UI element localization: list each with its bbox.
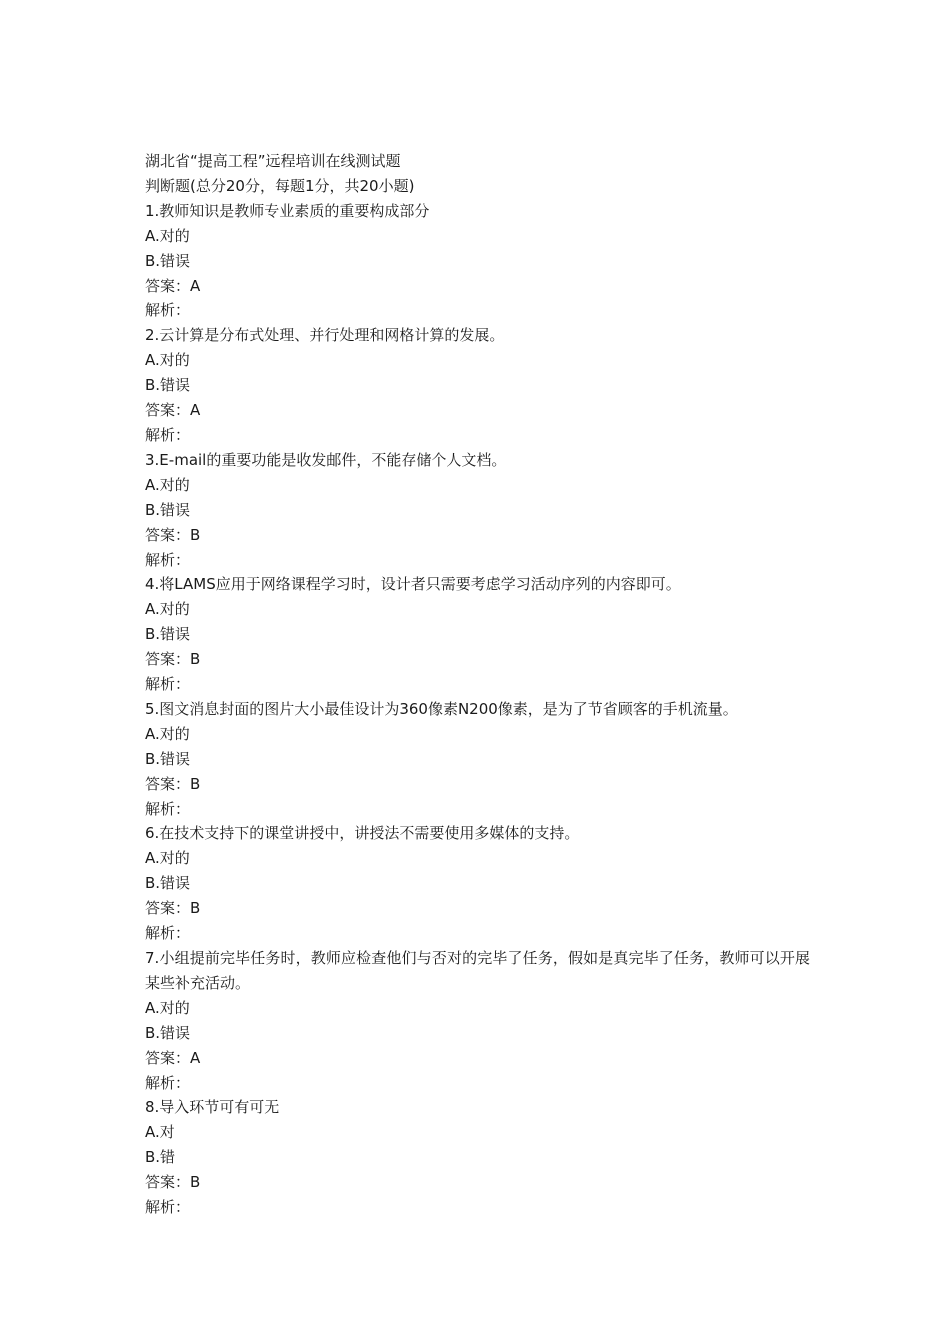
- option-a: A.对的: [145, 351, 190, 370]
- analysis: 解析：: [145, 1198, 191, 1217]
- option-a: A.对的: [145, 600, 190, 619]
- answer: 答案：A: [145, 1048, 201, 1067]
- question-text: 5.图文消息封面的图片大小最佳设计为360像素N200像素，是为了节省顾客的手机流量。: [145, 699, 738, 718]
- option-b: B.错误: [145, 500, 191, 519]
- option-a: A.对的: [145, 226, 190, 245]
- question-6: [145, 821, 810, 946]
- question-4: [145, 572, 810, 697]
- answer: 答案：A: [145, 401, 201, 420]
- option-b: B.错误: [145, 874, 191, 893]
- answer: 答案：B: [145, 1173, 201, 1192]
- analysis: 解析：: [145, 924, 191, 943]
- analysis: 解析：: [145, 1073, 191, 1092]
- answer: 答案：B: [145, 650, 201, 669]
- option-a: A.对的: [145, 849, 190, 868]
- option-a: A.对的: [145, 724, 190, 743]
- question-5: [145, 697, 810, 822]
- question-text: 3.E-mail的重要功能是收发邮件，不能存储个人文档。: [145, 450, 507, 469]
- answer: 答案：A: [145, 276, 201, 295]
- answer: 答案：B: [145, 899, 201, 918]
- option-b: B.错误: [145, 376, 191, 395]
- analysis: 解析：: [145, 550, 191, 569]
- document-body: [145, 149, 810, 1220]
- question-2: [145, 323, 810, 448]
- option-b: B.错: [145, 1148, 176, 1167]
- document-title: 湖北省“提高工程”远程培训在线测试题: [145, 152, 401, 170]
- analysis: 解析：: [145, 799, 191, 818]
- question-text: 1.教师知识是教师专业素质的重要构成部分: [145, 201, 430, 220]
- answer: 答案：B: [145, 525, 201, 544]
- question-3: [145, 448, 810, 573]
- option-b: B.错误: [145, 749, 191, 768]
- answer: 答案：B: [145, 774, 201, 793]
- question-text: 6.在技术支持下的课堂讲授中，讲授法不需要使用多媒体的支持。: [145, 824, 580, 843]
- option-b: B.错误: [145, 625, 191, 644]
- option-b: B.错误: [145, 251, 191, 270]
- question-text: 2.云计算是分布式处理、并行处理和网格计算的发展。: [145, 326, 505, 345]
- question-text: 8.导入环节可有可无: [145, 1098, 280, 1117]
- question-text: 4.将LAMS应用于网络课程学习时，设计者只需要考虑学习活动序列的内容即可。: [145, 575, 681, 594]
- analysis: 解析：: [145, 675, 191, 694]
- option-a: A.对的: [145, 998, 190, 1017]
- option-a: A.对的: [145, 475, 190, 494]
- question-8: [145, 1095, 810, 1220]
- option-b: B.错误: [145, 1023, 191, 1042]
- question-1: [145, 199, 810, 324]
- analysis: 解析：: [145, 425, 191, 444]
- question-text: 7.小组提前完毕任务时，教师应检查他们与否对的完毕了任务，假如是真完毕了任务，教师可以开展某些补充活动。: [145, 949, 810, 992]
- analysis: 解析：: [145, 301, 191, 320]
- option-a: A.对: [145, 1123, 175, 1142]
- section-heading: 判断题(总分20分，每题1分，共20小题): [145, 176, 415, 195]
- question-7: [145, 946, 810, 1095]
